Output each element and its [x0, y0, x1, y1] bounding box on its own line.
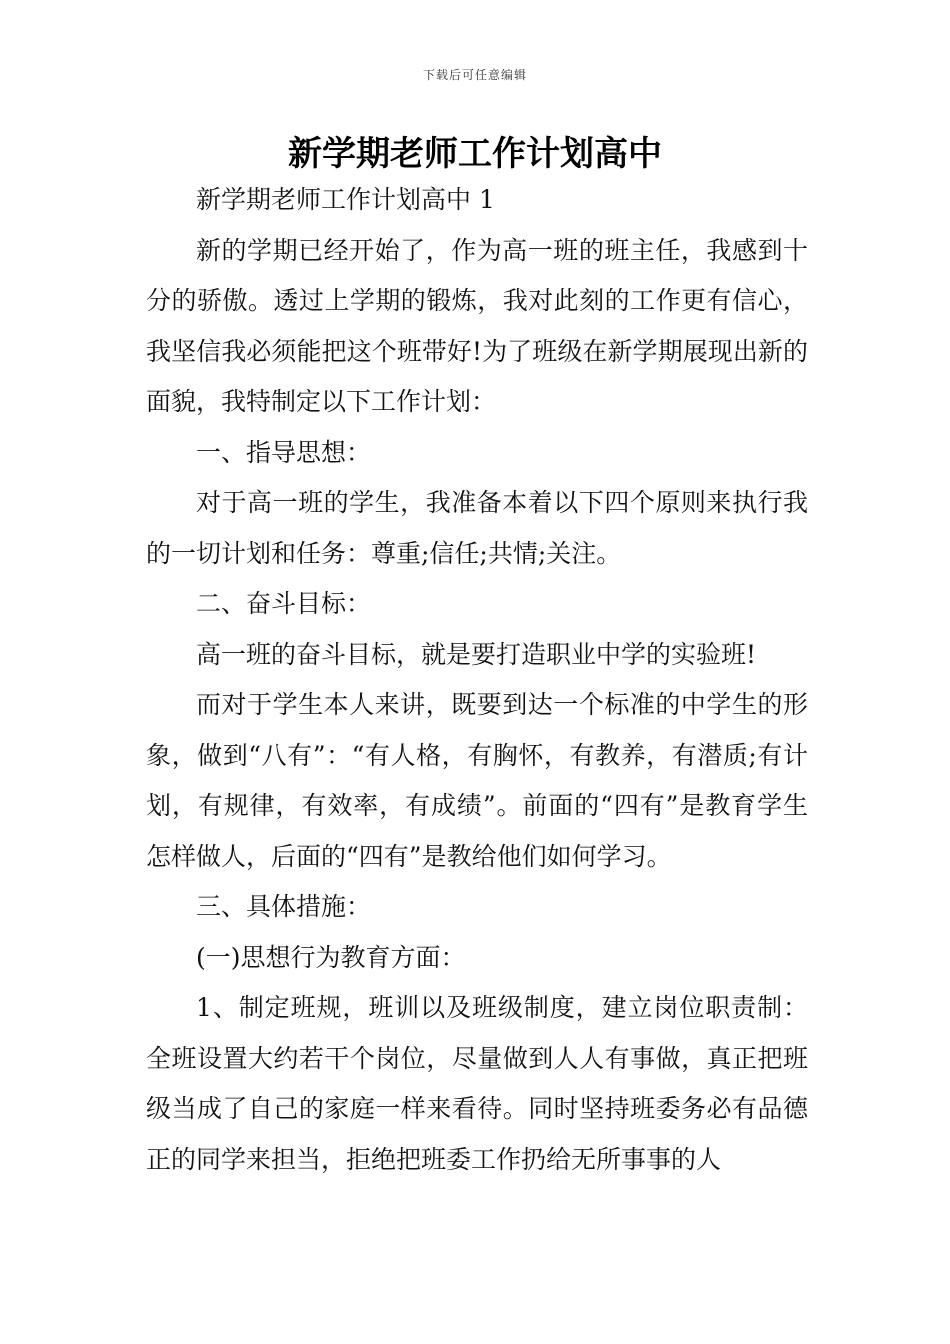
section-heading-measures: 三、具体措施：	[196, 892, 372, 921]
subsection-heading-ideology: (一)思想行为教育方面：	[196, 942, 466, 972]
document-body	[146, 175, 808, 1185]
document-title: 新学期老师工作计划高中	[288, 134, 662, 174]
goals-paragraph: 高一班的奋斗目标，就是要打造职业中学的实验班!	[196, 639, 757, 669]
header-note: 下载后可任意编辑	[422, 68, 527, 82]
section-heading-goals: 二、奋斗目标：	[196, 589, 372, 618]
guiding-thought-paragraph: 对于高一班的学生，我准备本着以下四个原则来执行我的一切计划和任务：尊重;信任;共情;关注。	[146, 488, 808, 568]
section-heading-guiding-thought: 一、指导思想：	[196, 437, 372, 467]
intro-paragraph: 新的学期已经开始了，作为高一班的班主任，我感到十分的骄傲。透过上学期的锻炼，我对此刻的工作更有信心，我坚信我必须能把这个班带好!为了班级在新学期展现出新的面貌，我特制定以下工作计划：	[146, 235, 808, 416]
subtitle-paragraph: 新学期老师工作计划高中 1	[196, 185, 495, 214]
eight-haves-paragraph: 而对于学生本人来讲，既要到达一个标准的中学生的形象，做到“八有”：“有人格，有胸怀，有教养，有潜质;有计划，有规律，有效率，有成绩”。前面的“四有”是教育学生怎样做人，后面的“四有”是教给他们如何学习。	[146, 690, 808, 871]
measure-1-paragraph: 1、制定班规，班训以及班级制度，建立岗位职责制：全班设置大约若干个岗位，尽量做到人人有事做，真正把班级当成了自己的家庭一样来看待。同时坚持班委务必有品德正的同学来担当，拒绝把班委工作扔给无所事事的人	[146, 993, 808, 1174]
